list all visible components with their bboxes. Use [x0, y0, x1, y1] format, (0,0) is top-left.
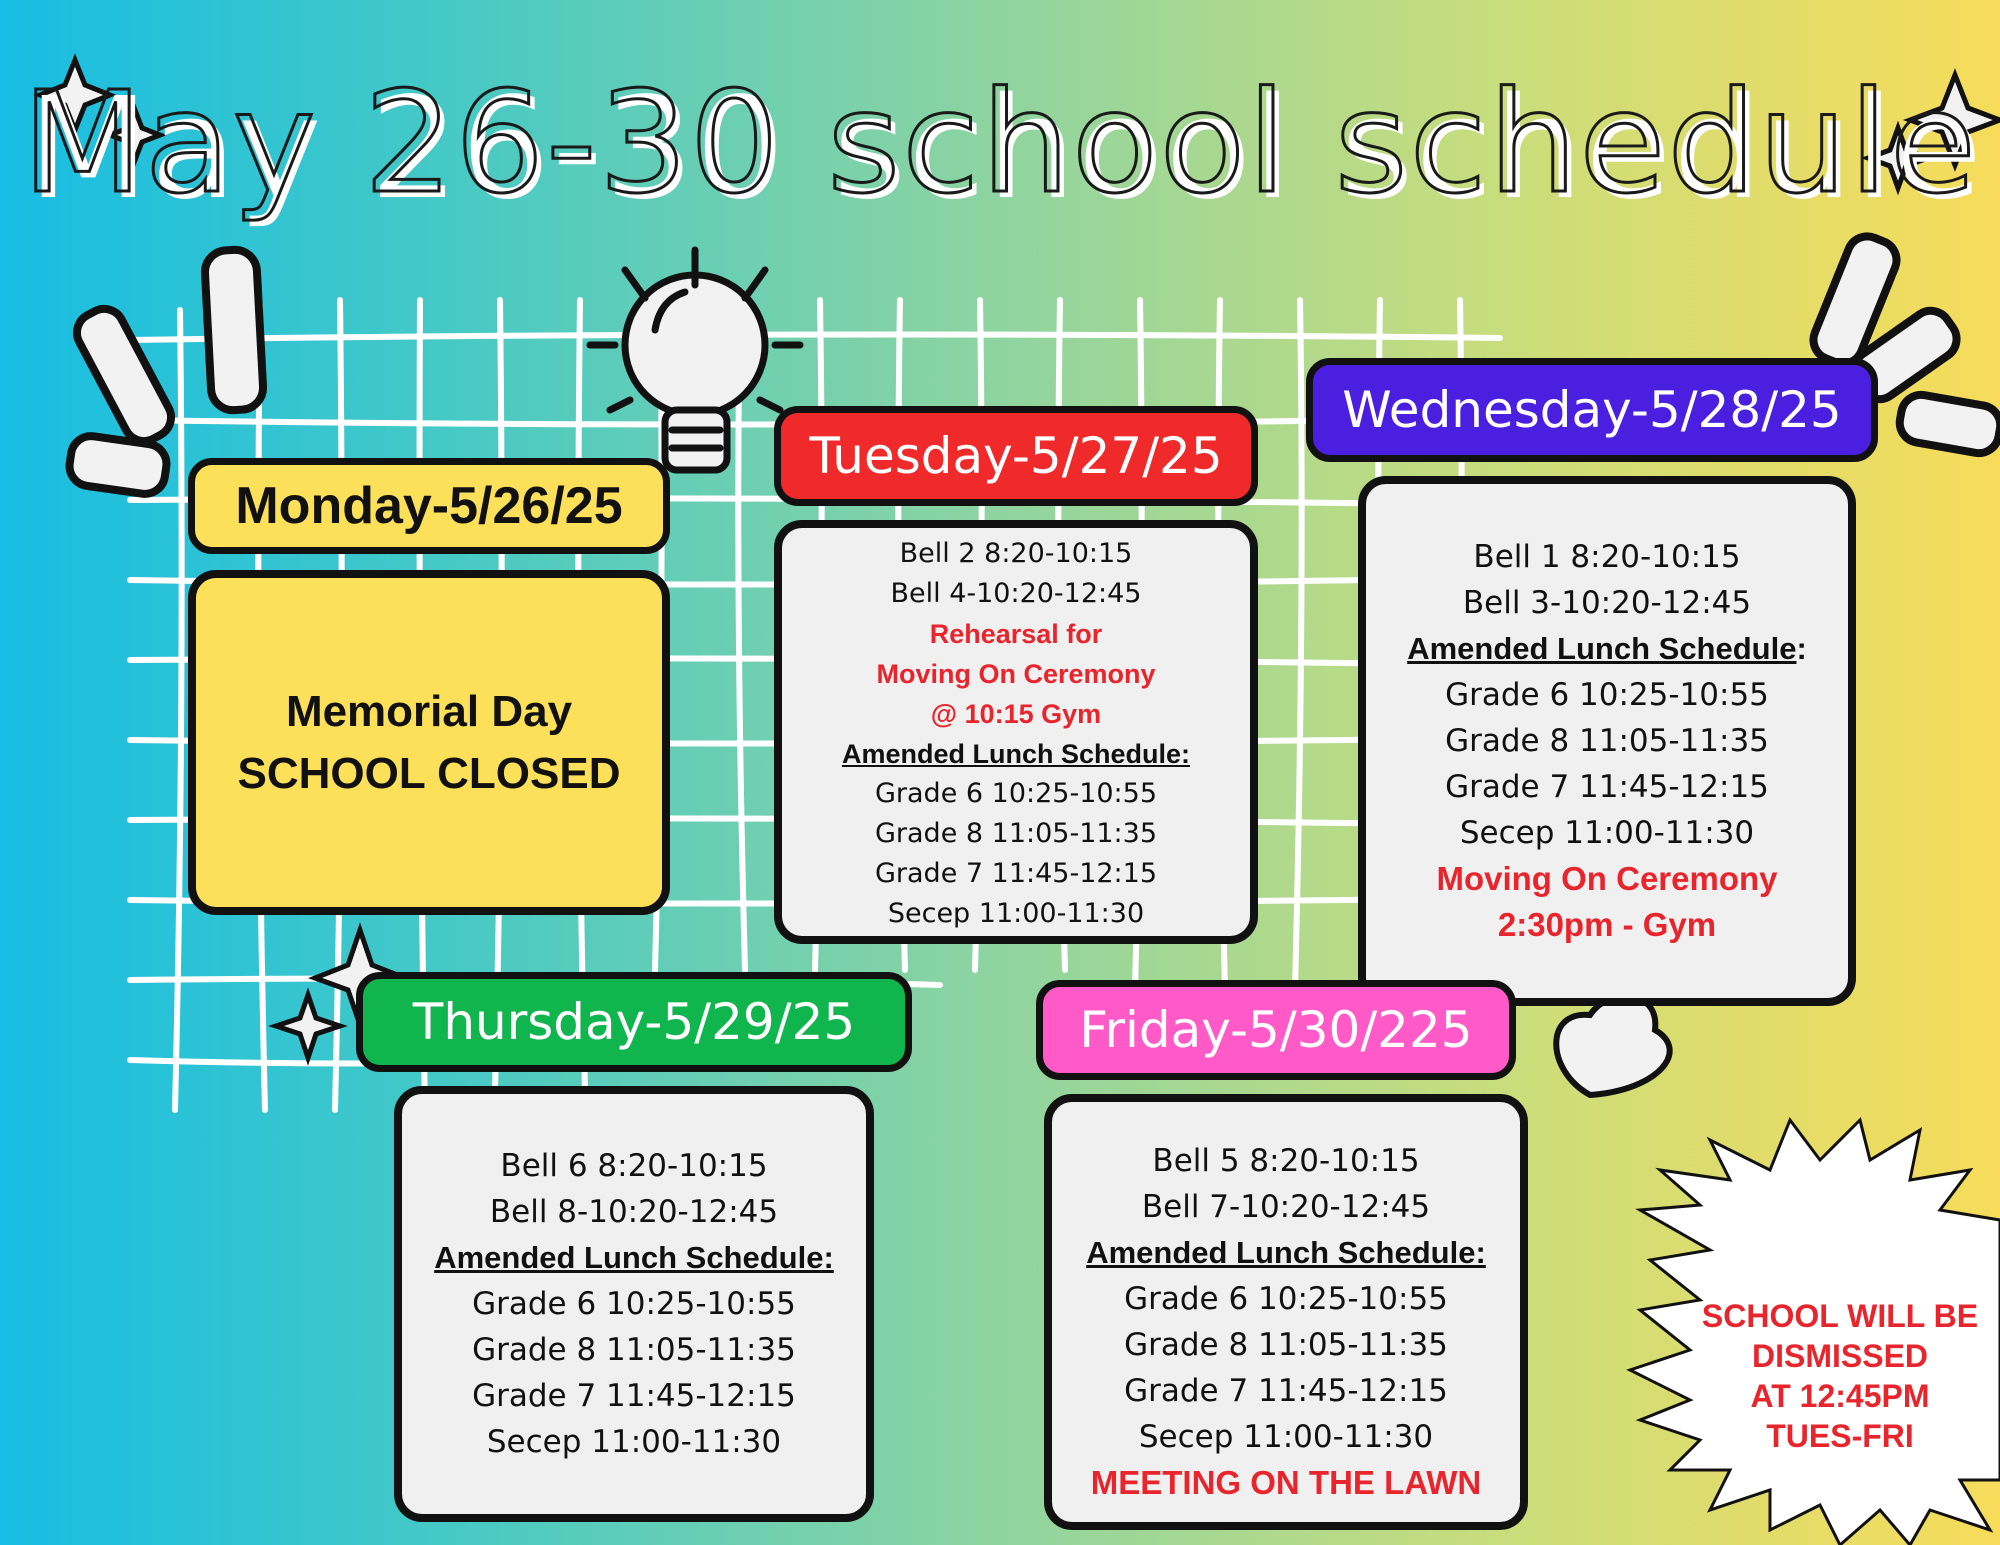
wednesday-lunch-header-row	[1407, 626, 1807, 672]
tuesday-lunch-4: Secep 11:00-11:30	[887, 898, 1145, 929]
thursday-label-text: Thursday-5/29/25	[412, 993, 856, 1051]
thursday-bell-a: Bell 6 8:20-10:15	[500, 1148, 768, 1184]
wednesday-lunch-header: Amended Lunch Schedule	[1407, 631, 1797, 666]
wednesday-lunch-colon: :	[1796, 631, 1807, 666]
wednesday-lunch-1: Grade 6 10:25-10:55	[1445, 677, 1769, 713]
dismissal-notice	[1660, 1296, 2000, 1456]
friday-lunch-header: Amended Lunch Schedule:	[1086, 1235, 1486, 1270]
tuesday-label	[774, 406, 1258, 506]
wednesday-red-1: Moving On Ceremony	[1436, 860, 1778, 897]
tuesday-red-3: @ 10:15 Gym	[930, 699, 1102, 729]
wednesday-bell-b: Bell 3-10:20-12:45	[1462, 585, 1752, 621]
monday-box	[188, 570, 670, 915]
monday-line1: Memorial Day	[285, 686, 573, 736]
wednesday-label-text: Wednesday-5/28/25	[1342, 381, 1842, 439]
wednesday-label	[1306, 358, 1878, 462]
dismissal-line-2: DISMISSED	[1751, 1338, 1929, 1374]
tuesday-lunch-1: Grade 6 10:25-10:55	[874, 778, 1158, 809]
thursday-lunch-1: Grade 6 10:25-10:55	[472, 1286, 796, 1322]
friday-bell-a: Bell 5 8:20-10:15	[1152, 1143, 1420, 1179]
tuesday-box	[774, 520, 1258, 944]
wednesday-lunch-4: Secep 11:00-11:30	[1459, 815, 1755, 851]
thursday-lunch-header: Amended Lunch Schedule:	[434, 1240, 834, 1275]
thursday-lunch-4: Secep 11:00-11:30	[486, 1424, 782, 1460]
tuesday-lunch-2: Grade 8 11:05-11:35	[874, 818, 1158, 849]
friday-label	[1036, 980, 1516, 1080]
dismissal-line-1: SCHOOL WILL BE	[1701, 1298, 1979, 1334]
tuesday-red-1: Rehearsal for	[929, 619, 1103, 649]
wednesday-lunch-3: Grade 7 11:45-12:15	[1445, 769, 1769, 805]
friday-box	[1044, 1094, 1528, 1530]
wednesday-box	[1358, 476, 1856, 1006]
dismissal-line-4: TUES-FRI	[1766, 1418, 1914, 1454]
friday-lunch-4: Secep 11:00-11:30	[1138, 1419, 1434, 1455]
friday-red-1: MEETING ON THE LAWN	[1090, 1464, 1482, 1501]
wednesday-red-2: 2:30pm - Gym	[1497, 906, 1717, 943]
friday-lunch-3: Grade 7 11:45-12:15	[1124, 1373, 1448, 1409]
thursday-lunch-3: Grade 7 11:45-12:15	[472, 1378, 796, 1414]
monday-label	[188, 458, 670, 554]
friday-lunch-2: Grade 8 11:05-11:35	[1124, 1327, 1448, 1363]
tuesday-bell-a: Bell 2 8:20-10:15	[899, 538, 1133, 569]
tuesday-red-2: Moving On Ceremony	[876, 659, 1156, 689]
thursday-label	[356, 972, 912, 1072]
friday-bell-b: Bell 7-10:20-12:45	[1141, 1189, 1431, 1225]
friday-lunch-1: Grade 6 10:25-10:55	[1124, 1281, 1448, 1317]
wednesday-lunch-2: Grade 8 11:05-11:35	[1445, 723, 1769, 759]
thursday-bell-b: Bell 8-10:20-12:45	[489, 1194, 779, 1230]
page-title: May 26-30 school schedule	[22, 62, 1978, 225]
tuesday-bell-b: Bell 4-10:20-12:45	[890, 578, 1142, 609]
lightbulb-icon	[590, 250, 800, 470]
friday-label-text: Friday-5/30/225	[1079, 1001, 1473, 1059]
thursday-lunch-2: Grade 8 11:05-11:35	[472, 1332, 796, 1368]
dismissal-line-3: AT 12:45PM	[1750, 1378, 1930, 1414]
monday-line2: SCHOOL CLOSED	[237, 748, 621, 798]
wednesday-bell-a: Bell 1 8:20-10:15	[1473, 539, 1741, 575]
tuesday-lunch-header: Amended Lunch Schedule:	[841, 739, 1191, 769]
monday-label-text: Monday-5/26/25	[235, 477, 623, 535]
tuesday-label-text: Tuesday-5/27/25	[809, 427, 1223, 485]
thursday-box	[394, 1086, 874, 1522]
tuesday-lunch-3: Grade 7 11:45-12:15	[874, 858, 1158, 889]
